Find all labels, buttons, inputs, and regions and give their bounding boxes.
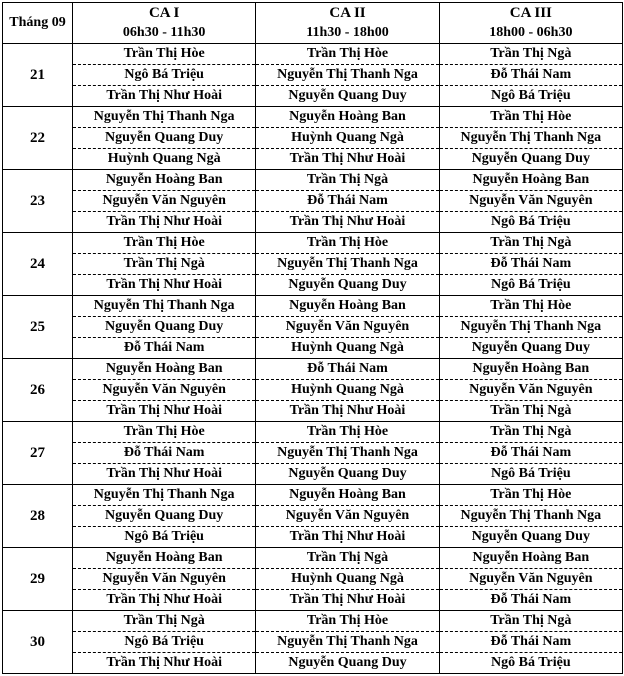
shift-time: 18h00 - 06h30 (489, 25, 573, 40)
staff-name-shift-1: Ngô Bá Triệu (73, 632, 256, 653)
day-number: 21 (3, 44, 73, 107)
staff-name-shift-2: Nguyễn Thị Thanh Nga (256, 443, 439, 464)
schedule-row (3, 128, 623, 149)
shift-name: CA I (148, 5, 180, 21)
day-number: 27 (3, 422, 73, 485)
staff-name-shift-1: Nguyễn Hoàng Ban (73, 548, 256, 569)
schedule-row (3, 65, 623, 86)
schedule-row (3, 359, 623, 380)
staff-name-shift-3: Trần Thị Ngà (439, 401, 622, 422)
schedule-row (3, 233, 623, 254)
staff-name-shift-1: Nguyễn Hoàng Ban (73, 170, 256, 191)
staff-name-shift-1: Trần Thị Ngà (73, 254, 256, 275)
staff-name-shift-1: Nguyễn Văn Nguyên (73, 380, 256, 401)
staff-name-shift-3: Ngô Bá Triệu (439, 464, 622, 485)
staff-name-shift-1: Huỳnh Quang Ngà (73, 149, 256, 170)
staff-name-shift-1: Trần Thị Như Hoài (73, 401, 256, 422)
staff-name-shift-2: Nguyễn Quang Duy (256, 86, 439, 107)
schedule-body (3, 44, 623, 674)
staff-name-shift-2: Trần Thị Như Hoài (256, 527, 439, 548)
day-number: 24 (3, 233, 73, 296)
staff-name-shift-3: Trần Thị Ngà (439, 233, 622, 254)
staff-name-shift-1: Trần Thị Ngà (73, 611, 256, 632)
schedule-row (3, 611, 623, 632)
staff-name-shift-2: Nguyễn Thị Thanh Nga (256, 254, 439, 275)
schedule-row (3, 254, 623, 275)
staff-name-shift-3: Đỗ Thái Nam (439, 590, 622, 611)
staff-name-shift-2: Huỳnh Quang Ngà (256, 380, 439, 401)
staff-name-shift-3: Nguyễn Quang Duy (439, 149, 622, 170)
staff-name-shift-1: Nguyễn Thị Thanh Nga (73, 296, 256, 317)
schedule-row (3, 401, 623, 422)
staff-name-shift-1: Nguyễn Quang Duy (73, 317, 256, 338)
staff-name-shift-1: Ngô Bá Triệu (73, 65, 256, 86)
staff-name-shift-2: Nguyễn Quang Duy (256, 275, 439, 296)
staff-name-shift-3: Nguyễn Hoàng Ban (439, 359, 622, 380)
staff-name-shift-1: Nguyễn Văn Nguyên (73, 569, 256, 590)
staff-name-shift-3: Trần Thị Hòe (439, 485, 622, 506)
shift-name: CA III (509, 5, 552, 21)
staff-name-shift-3: Ngô Bá Triệu (439, 275, 622, 296)
schedule-row (3, 317, 623, 338)
staff-name-shift-1: Trần Thị Như Hoài (73, 653, 256, 674)
schedule-row (3, 170, 623, 191)
day-number: 25 (3, 296, 73, 359)
staff-name-shift-1: Nguyễn Thị Thanh Nga (73, 107, 256, 128)
staff-name-shift-1: Trần Thị Hòe (73, 422, 256, 443)
staff-name-shift-3: Đỗ Thái Nam (439, 65, 622, 86)
shift-time: 06h30 - 11h30 (122, 25, 206, 40)
staff-name-shift-1: Đỗ Thái Nam (73, 443, 256, 464)
day-number: 22 (3, 107, 73, 170)
staff-name-shift-2: Trần Thị Ngà (256, 548, 439, 569)
staff-name-shift-2: Nguyễn Thị Thanh Nga (256, 65, 439, 86)
staff-name-shift-3: Nguyễn Văn Nguyên (439, 380, 622, 401)
staff-name-shift-2: Đỗ Thái Nam (256, 191, 439, 212)
staff-name-shift-3: Nguyễn Thị Thanh Nga (439, 128, 622, 149)
staff-name-shift-2: Trần Thị Hòe (256, 422, 439, 443)
staff-name-shift-1: Trần Thị Hòe (73, 233, 256, 254)
schedule-row (3, 212, 623, 233)
staff-name-shift-2: Nguyễn Văn Nguyên (256, 506, 439, 527)
staff-name-shift-1: Trần Thị Như Hoài (73, 86, 256, 107)
schedule-row (3, 527, 623, 548)
staff-name-shift-2: Trần Thị Ngà (256, 170, 439, 191)
day-number: 26 (3, 359, 73, 422)
staff-name-shift-2: Trần Thị Hòe (256, 611, 439, 632)
staff-name-shift-1: Nguyễn Thị Thanh Nga (73, 485, 256, 506)
schedule-row (3, 86, 623, 107)
duty-schedule-table (2, 2, 623, 674)
staff-name-shift-3: Nguyễn Hoàng Ban (439, 170, 622, 191)
staff-name-shift-3: Trần Thị Ngà (439, 611, 622, 632)
month-header: Tháng 09 (3, 3, 73, 44)
staff-name-shift-3: Nguyễn Văn Nguyên (439, 191, 622, 212)
staff-name-shift-3: Trần Thị Ngà (439, 422, 622, 443)
schedule-row (3, 590, 623, 611)
staff-name-shift-2: Huỳnh Quang Ngà (256, 338, 439, 359)
staff-name-shift-3: Nguyễn Thị Thanh Nga (439, 317, 622, 338)
staff-name-shift-1: Nguyễn Hoàng Ban (73, 359, 256, 380)
shift-header-3 (439, 3, 622, 44)
staff-name-shift-2: Nguyễn Hoàng Ban (256, 296, 439, 317)
staff-name-shift-2: Trần Thị Như Hoài (256, 212, 439, 233)
schedule-row (3, 506, 623, 527)
schedule-row (3, 149, 623, 170)
schedule-row (3, 275, 623, 296)
staff-name-shift-1: Trần Thị Như Hoài (73, 590, 256, 611)
staff-name-shift-1: Nguyễn Quang Duy (73, 506, 256, 527)
shift-header-1 (73, 3, 256, 44)
schedule-row (3, 44, 623, 65)
day-number: 29 (3, 548, 73, 611)
schedule-row (3, 485, 623, 506)
staff-name-shift-2: Trần Thị Như Hoài (256, 401, 439, 422)
day-number: 28 (3, 485, 73, 548)
schedule-row (3, 380, 623, 401)
schedule-row (3, 653, 623, 674)
staff-name-shift-2: Nguyễn Quang Duy (256, 464, 439, 485)
staff-name-shift-2: Trần Thị Hòe (256, 233, 439, 254)
staff-name-shift-1: Nguyễn Văn Nguyên (73, 191, 256, 212)
staff-name-shift-3: Đỗ Thái Nam (439, 632, 622, 653)
staff-name-shift-3: Trần Thị Hòe (439, 107, 622, 128)
shift-time: 11h30 - 18h00 (306, 25, 389, 40)
schedule-row (3, 422, 623, 443)
schedule-row (3, 338, 623, 359)
staff-name-shift-3: Nguyễn Văn Nguyên (439, 569, 622, 590)
schedule-row (3, 443, 623, 464)
shift-header-2 (256, 3, 439, 44)
schedule-row (3, 107, 623, 128)
day-number: 23 (3, 170, 73, 233)
staff-name-shift-2: Huỳnh Quang Ngà (256, 128, 439, 149)
schedule-row (3, 569, 623, 590)
schedule-row (3, 548, 623, 569)
staff-name-shift-2: Trần Thị Như Hoài (256, 149, 439, 170)
staff-name-shift-3: Nguyễn Hoàng Ban (439, 548, 622, 569)
staff-name-shift-3: Đỗ Thái Nam (439, 254, 622, 275)
staff-name-shift-2: Trần Thị Như Hoài (256, 590, 439, 611)
staff-name-shift-1: Trần Thị Như Hoài (73, 275, 256, 296)
header-row (3, 3, 623, 44)
staff-name-shift-1: Trần Thị Hòe (73, 44, 256, 65)
staff-name-shift-2: Đỗ Thái Nam (256, 359, 439, 380)
day-number: 30 (3, 611, 73, 674)
staff-name-shift-1: Trần Thị Như Hoài (73, 464, 256, 485)
shift-name: CA II (329, 5, 366, 21)
staff-name-shift-2: Nguyễn Thị Thanh Nga (256, 632, 439, 653)
staff-name-shift-1: Nguyễn Quang Duy (73, 128, 256, 149)
staff-name-shift-2: Nguyễn Văn Nguyên (256, 317, 439, 338)
staff-name-shift-2: Trần Thị Hòe (256, 44, 439, 65)
staff-name-shift-3: Trần Thị Ngà (439, 44, 622, 65)
schedule-row (3, 464, 623, 485)
staff-name-shift-3: Ngô Bá Triệu (439, 212, 622, 233)
staff-name-shift-3: Ngô Bá Triệu (439, 653, 622, 674)
staff-name-shift-3: Đỗ Thái Nam (439, 443, 622, 464)
staff-name-shift-3: Nguyễn Quang Duy (439, 338, 622, 359)
schedule-row (3, 632, 623, 653)
staff-name-shift-2: Huỳnh Quang Ngà (256, 569, 439, 590)
schedule-row (3, 296, 623, 317)
staff-name-shift-3: Nguyễn Thị Thanh Nga (439, 506, 622, 527)
staff-name-shift-3: Ngô Bá Triệu (439, 86, 622, 107)
staff-name-shift-2: Nguyễn Hoàng Ban (256, 107, 439, 128)
staff-name-shift-1: Đỗ Thái Nam (73, 338, 256, 359)
staff-name-shift-3: Nguyễn Quang Duy (439, 527, 622, 548)
staff-name-shift-2: Nguyễn Quang Duy (256, 653, 439, 674)
staff-name-shift-3: Trần Thị Hòe (439, 296, 622, 317)
staff-name-shift-1: Trần Thị Như Hoài (73, 212, 256, 233)
staff-name-shift-2: Nguyễn Hoàng Ban (256, 485, 439, 506)
schedule-row (3, 191, 623, 212)
staff-name-shift-1: Ngô Bá Triệu (73, 527, 256, 548)
